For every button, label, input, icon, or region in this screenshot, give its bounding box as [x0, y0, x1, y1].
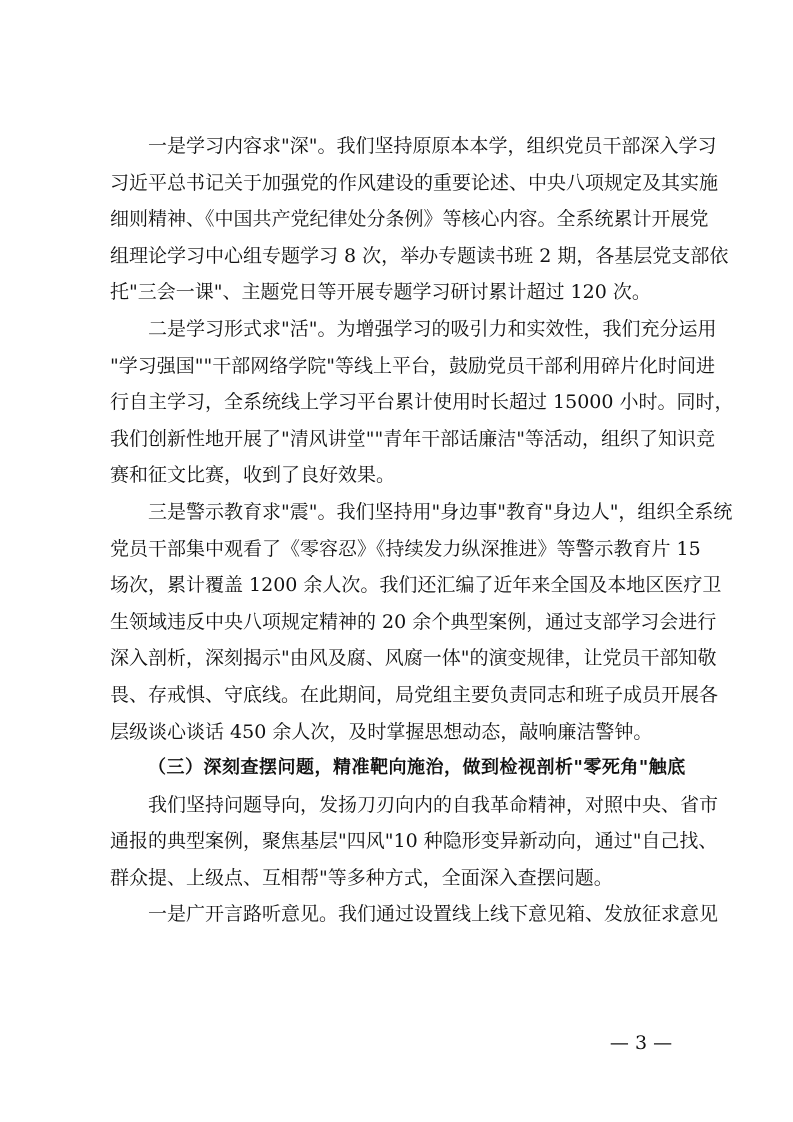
- text-line: 一是学习内容求"深"。我们坚持原原本本学，组织党员干部深入学习: [148, 135, 717, 157]
- text-line: 赛和征文比赛，收到了良好效果。: [110, 464, 396, 487]
- text-line: 我们创新性地开展了"清风讲堂""青年干部话廉洁"等活动，组织了知识竞: [110, 427, 715, 450]
- text-line: 细则精神、《中国共产党纪律处分条例》等核心内容。全系统累计开展党: [110, 208, 709, 231]
- text-line: 层级谈心谈话 450 余人次，及时掌握思想动态，敲响廉洁警钟。: [110, 720, 653, 743]
- text-line: "学习强国""干部网络学院"等线上平台，鼓励党员干部利用碎片化时间进: [110, 354, 715, 377]
- text-line: 一是广开言路听意见。我们通过设置线上线下意见箱、发放征求意见: [148, 903, 719, 926]
- text-line: 行自主学习，全系统线上学习平台累计使用时长超过 15000 小时。同时，: [110, 391, 734, 414]
- text-line: 习近平总书记关于加强党的作风建设的重要论述、中央八项规定及其实施: [110, 171, 719, 194]
- text-line: 党员干部集中观看了《零容忍》《持续发力纵深推进》等警示教育片 15: [110, 537, 701, 560]
- text-line: 三是警示教育求"震"。我们坚持用"身边事"教育"身边人"，组织全系统: [148, 500, 733, 523]
- text-line: 通报的典型案例，聚焦基层"四风"10 种隐形变异新动向，通过"自己找、: [110, 830, 718, 853]
- text-line: 二是学习形式求"活"。为增强学习的吸引力和实效性，我们充分运用: [148, 317, 717, 340]
- text-line: 深入剖析，深刻揭示"由风及腐、风腐一体"的演变规律，让党员干部知敬: [110, 647, 717, 670]
- document-body: [110, 128, 734, 933]
- text-line: 生领域违反中央八项规定精神的 20 余个典型案例，通过支部学习会进行: [110, 610, 717, 633]
- text-line: 组理论学习中心组专题学习 8 次，举办专题读书班 2 期，各基层党支部依: [110, 244, 729, 267]
- page-number: — 3 —: [609, 1032, 673, 1054]
- text-line: 托"三会一课"、主题党日等开展专题学习研讨累计超过 120 次。: [110, 281, 651, 304]
- text-line: 畏、存戒惧、守底线。在此期间，局党组主要负责同志和班子成员开展各: [110, 683, 719, 706]
- text-line: 场次，累计覆盖 1200 余人次。我们还汇编了近年来全国及本地区医疗卫: [110, 574, 722, 597]
- section-heading: （三）深刻查摆问题，精准靶向施治，做到检视剖析"零死角"触底: [148, 757, 686, 779]
- text-line: 我们坚持问题导向，发扬刀刃向内的自我革命精神，对照中央、省市: [148, 793, 719, 816]
- text-line: 群众提、上级点、互相帮"等多种方式，全面深入查摆问题。: [110, 866, 613, 889]
